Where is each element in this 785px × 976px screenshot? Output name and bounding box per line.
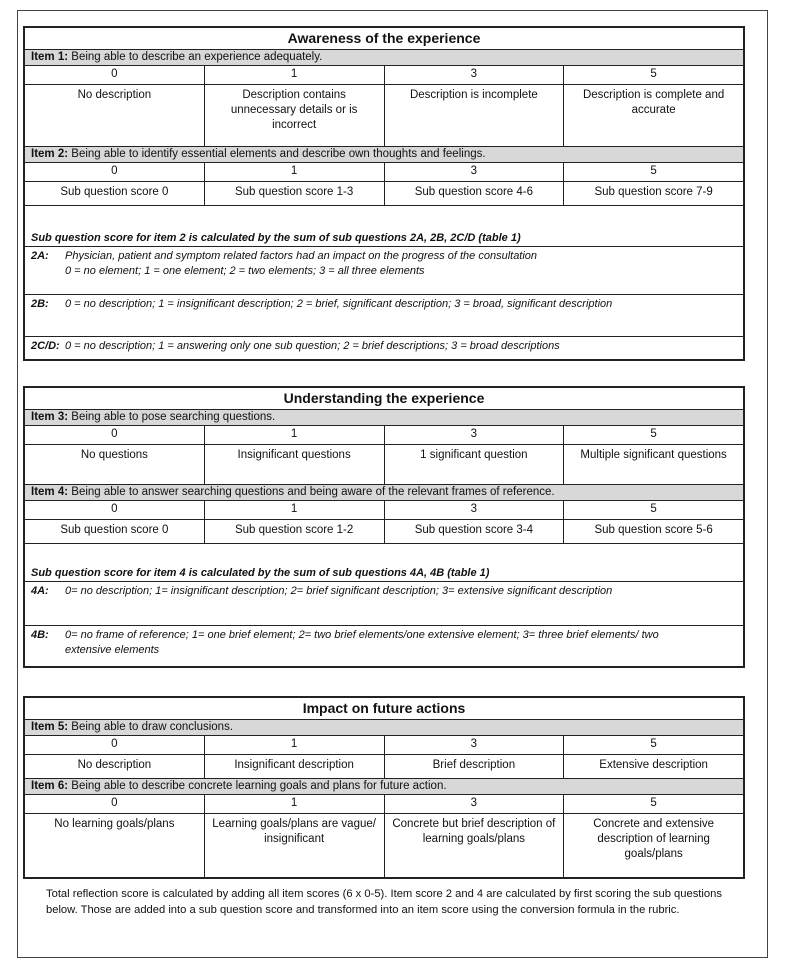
- item-5-header: [25, 720, 743, 736]
- description-cell: 1 significant question: [385, 445, 565, 484]
- score-cell: 1: [205, 66, 385, 84]
- item-label: Item 4:: [31, 486, 69, 498]
- score-cell: 0: [25, 795, 205, 813]
- item-2-scores: [25, 163, 743, 182]
- score-cell: 0: [25, 163, 205, 181]
- description-cell: Sub question score 7-9: [594, 186, 713, 198]
- section-impact: [23, 696, 745, 879]
- sub-question-text: [65, 337, 743, 359]
- score-cell: 5: [650, 738, 657, 750]
- description-cell: Insignificant description: [205, 755, 385, 778]
- sub-question-2b: [25, 295, 743, 337]
- section-understanding: [23, 386, 745, 668]
- item-text: Being able to describe an experience adequately.: [71, 51, 323, 63]
- item-4-header: [25, 485, 743, 501]
- sub-question-4a: [25, 582, 743, 626]
- description-cell: Sub question score 4-6: [385, 182, 565, 205]
- description-cell: Extensive description: [599, 759, 708, 771]
- sub-question-text: [65, 626, 743, 666]
- description-cell: Sub question score 0: [25, 520, 205, 543]
- item-1-header: [25, 50, 743, 66]
- score-cell: 1: [205, 426, 385, 444]
- sub-question-label: 2B:: [31, 298, 49, 310]
- score-cell: 0: [25, 501, 205, 519]
- sub-question-note: Sub question score for item 2 is calculated by the sum of sub questions 2A, 2B, 2C/D (table 1): [25, 206, 743, 247]
- description-cell: No questions: [25, 445, 205, 484]
- score-cell: 3: [385, 426, 565, 444]
- item-label: Item 5:: [31, 721, 69, 733]
- sub-question-text: [65, 582, 743, 625]
- description-cell: Sub question score 1-2: [205, 520, 385, 543]
- score-cell: 3: [385, 66, 565, 84]
- description-cell: No description: [25, 755, 205, 778]
- item-label: Item 2:: [31, 148, 69, 160]
- item-1-descriptions: [25, 85, 743, 147]
- sub-question-line: Physician, patient and symptom related factors had an impact on the progress of the consultation: [65, 250, 538, 262]
- score-cell: 3: [385, 501, 565, 519]
- description-cell: No description: [25, 85, 205, 146]
- item-text: Being able to identify essential elements and describe own thoughts and feelings.: [71, 148, 486, 160]
- item-3-scores: [25, 426, 743, 445]
- score-cell: 5: [650, 797, 657, 809]
- score-cell: 0: [25, 736, 205, 754]
- score-cell: 1: [205, 163, 385, 181]
- score-cell: 3: [385, 736, 565, 754]
- description-cell: Sub question score 5-6: [594, 524, 713, 536]
- score-cell: 3: [385, 795, 565, 813]
- sub-question-label: 2A:: [31, 250, 49, 262]
- description-cell: Sub question score 3-4: [385, 520, 565, 543]
- description-cell: Multiple significant questions: [580, 449, 727, 461]
- description-cell: Concrete but brief description of learning goals/plans: [385, 814, 565, 877]
- item-4-descriptions: [25, 520, 743, 544]
- sub-question-2a: [25, 247, 743, 295]
- item-6-descriptions: [25, 814, 743, 877]
- item-text: Being able to draw conclusions.: [71, 721, 234, 733]
- sub-question-line: 0 = no description; 1 = insignificant description; 2 = brief, significant description; 3 = broad, significant description: [65, 298, 613, 310]
- sub-question-line: 0 = no description; 1 = answering only one sub question; 2 = brief descriptions; 3 = broad descriptions: [65, 340, 560, 352]
- section-title: Awareness of the experience: [25, 28, 743, 50]
- item-label: Item 1:: [31, 51, 69, 63]
- score-cell: 1: [205, 736, 385, 754]
- item-6-scores: [25, 795, 743, 814]
- description-cell: Learning goals/plans are vague/ insignificant: [205, 814, 385, 877]
- item-4-scores: [25, 501, 743, 520]
- item-text: Being able to pose searching questions.: [71, 411, 276, 423]
- sub-question-label: 2C/D:: [31, 340, 60, 352]
- description-cell: No learning goals/plans: [25, 814, 205, 877]
- description-cell: Brief description: [385, 755, 565, 778]
- score-cell: 5: [650, 68, 657, 80]
- sub-question-line: 0= no description; 1= insignificant description; 2= brief significant description; 3= extensive significant description: [65, 585, 613, 597]
- score-cell: 1: [205, 795, 385, 813]
- score-cell: 5: [650, 165, 657, 177]
- sub-question-text: [65, 295, 743, 336]
- sub-question-4b: [25, 626, 743, 666]
- footer-note: Total reflection score is calculated by adding all item scores (6 x 0-5). Item score 2 and 4 are calculated by first scoring the sub questions below. Those are added into a sub question score and transformed into an item score using the conversion formula in the rubric.: [46, 888, 722, 916]
- item-6-header: [25, 779, 743, 795]
- description-cell: Description contains unnecessary details or is incorrect: [205, 85, 385, 146]
- description-cell: Description is complete and accurate: [582, 89, 725, 116]
- score-cell: 5: [650, 503, 657, 515]
- score-cell: 1: [205, 501, 385, 519]
- sub-question-2cd: [25, 337, 743, 359]
- item-5-descriptions: [25, 755, 743, 779]
- description-cell: Description is incomplete: [385, 85, 565, 146]
- section-title: Impact on future actions: [25, 698, 743, 720]
- item-2-header: [25, 147, 743, 163]
- item-3-descriptions: [25, 445, 743, 485]
- item-label: Item 3:: [31, 411, 69, 423]
- description-cell: Concrete and extensive description of learning goals/plans: [593, 818, 715, 860]
- section-awareness: [23, 26, 745, 361]
- description-cell: Sub question score 1-3: [205, 182, 385, 205]
- sub-question-note: Sub question score for item 4 is calculated by the sum of sub questions 4A, 4B (table 1): [25, 544, 743, 582]
- item-3-header: [25, 410, 743, 426]
- score-cell: 0: [25, 426, 205, 444]
- sub-question-line: 0 = no element; 1 = one element; 2 = two elements; 3 = all three elements: [65, 265, 425, 277]
- score-cell: 3: [385, 163, 565, 181]
- item-label: Item 6:: [31, 780, 69, 792]
- item-1-scores: [25, 66, 743, 85]
- sub-question-text: [65, 247, 743, 294]
- description-cell: Insignificant questions: [205, 445, 385, 484]
- score-cell: 0: [25, 66, 205, 84]
- item-text: Being able to answer searching questions and being aware of the relevant frames of reference.: [71, 486, 555, 498]
- sub-question-line: extensive elements: [65, 644, 160, 656]
- sub-question-line: 0= no frame of reference; 1= one brief element; 2= two brief elements/one extensive element; 3= three brief elements/ two: [65, 629, 659, 641]
- sub-question-label: 4B:: [31, 629, 49, 641]
- item-5-scores: [25, 736, 743, 755]
- section-title: Understanding the experience: [25, 388, 743, 410]
- item-2-descriptions: [25, 182, 743, 206]
- score-cell: 5: [650, 428, 657, 440]
- item-text: Being able to describe concrete learning goals and plans for future action.: [71, 780, 447, 792]
- sub-question-label: 4A:: [31, 585, 49, 597]
- description-cell: Sub question score 0: [25, 182, 205, 205]
